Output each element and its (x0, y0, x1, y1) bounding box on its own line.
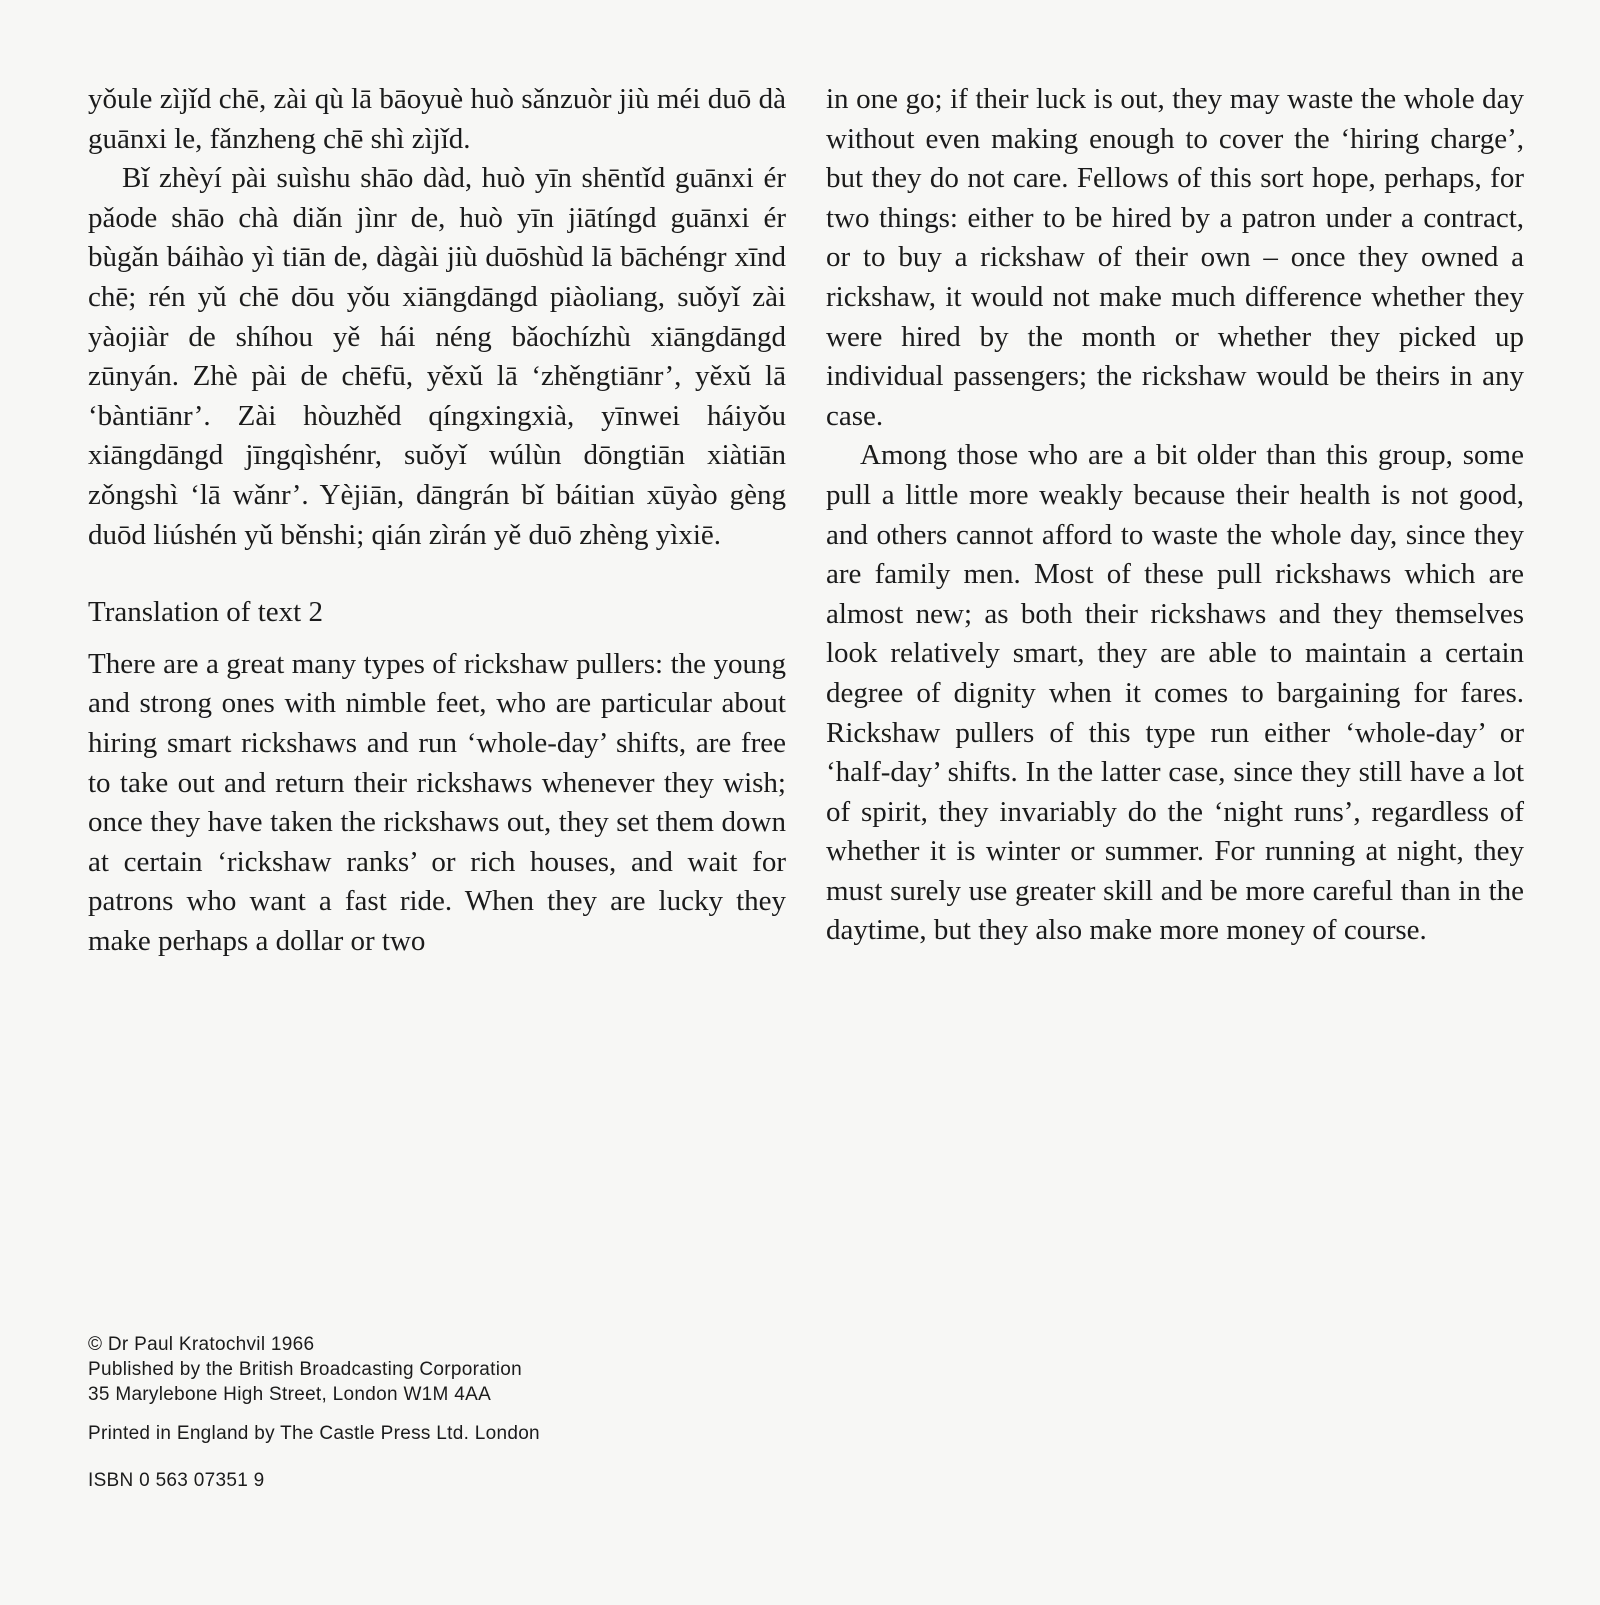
translation-paragraph-continued: in one go; if their luck is out, they may waste the whole day without even making enough to cover the ‘hiring charge’, but they do not care. Fellows of this sort hope, perhaps, for two things: either to be hired by a patron under a contract, or to buy a rickshaw of their own – once they owned a rickshaw, it would not make much difference whether they were hired by the month or whether they picked up individual passengers; the rickshaw would be theirs in any case. (826, 83, 1524, 432)
translation-paragraph: There are a great many types of rickshaw pullers: the young and strong ones with nimble feet, who are particular about hiring smart rickshaws and run ‘whole-day’ shifts, are free to take out and return their rickshaws whenever they wish; once they have taken the rickshaws out, they set them down at certain ‘rickshaw ranks’ or rich houses, and wait for patrons who want a fast ride. When they are lucky they make perhaps a dollar or two (88, 647, 786, 957)
publication-imprint (88, 1332, 540, 1493)
pinyin-paragraph: Bǐ zhèyí pài suìshu shāo dàd, huò yīn shēntǐd guānxi ér pǎode shāo chà diǎn jìnr de, huò yīn jiātíngd guānxi ér bùgǎn báihào yì tiān de, dàgài jiù duōshùd lā bāchéngr xīnd chē; rén yǔ chē dōu yǒu xiāngdāngd piàoliang, suǒyǐ zài yàojiàr de shíhou yě hái néng bǎochízhù xiāngdāngd zūnyán. Zhè pài de chēfū, yěxǔ lā ‘zhěngtiānr’, yěxǔ lā ‘bàntiānr’. Zài hòuzhěd qíngxingxià, yīnwei háiyǒu xiāngdāngd jīngqìshénr, suǒyǐ wúlùn dōngtiān xiàtiān zǒngshì ‘lā wǎnr’. Yèjiān, dāngrán bǐ báitian xūyào gèng duōd liúshén yǔ běnshi; qián zìrán yě duō zhèng yìxiē. (88, 162, 786, 551)
pinyin-paragraph-continued: yǒule zìjǐd chē, zài qù lā bāoyuè huò sǎnzuòr jiù méi duō dà guānxi le, fǎnzheng chē shì zìjǐd. (88, 83, 786, 155)
isbn-line: ISBN 0 563 07351 9 (88, 1470, 265, 1491)
left-text-column (88, 80, 786, 961)
right-text-column (826, 80, 1524, 951)
translation-paragraph-2: Among those who are a bit older than this group, some pull a little more weakly because their health is not good, and others cannot afford to waste the whole day, since they are family men. Most of these pull rickshaws which are almost new; as both their rickshaws and they themselves look relatively smart, they are able to maintain a certain degree of dignity when it comes to bargaining for fares. Rickshaw pullers of this type run either ‘whole-day’ or ‘half-day’ shifts. In the latter case, since they still have a lot of spirit, they invariably do the ‘night runs’, regardless of whether it is winter or summer. For running at night, they must surely use greater skill and be more careful than in the daytime, but they also make more money of course. (826, 439, 1524, 947)
publisher-line: Published by the British Broadcasting Corporation (88, 1359, 522, 1380)
address-line: 35 Marylebone High Street, London W1M 4AA (88, 1384, 492, 1405)
translation-heading: Translation of text 2 (88, 596, 323, 629)
printer-line: Printed in England by The Castle Press Ltd. London (88, 1423, 540, 1444)
copyright-line: © Dr Paul Kratochvil 1966 (88, 1334, 315, 1355)
